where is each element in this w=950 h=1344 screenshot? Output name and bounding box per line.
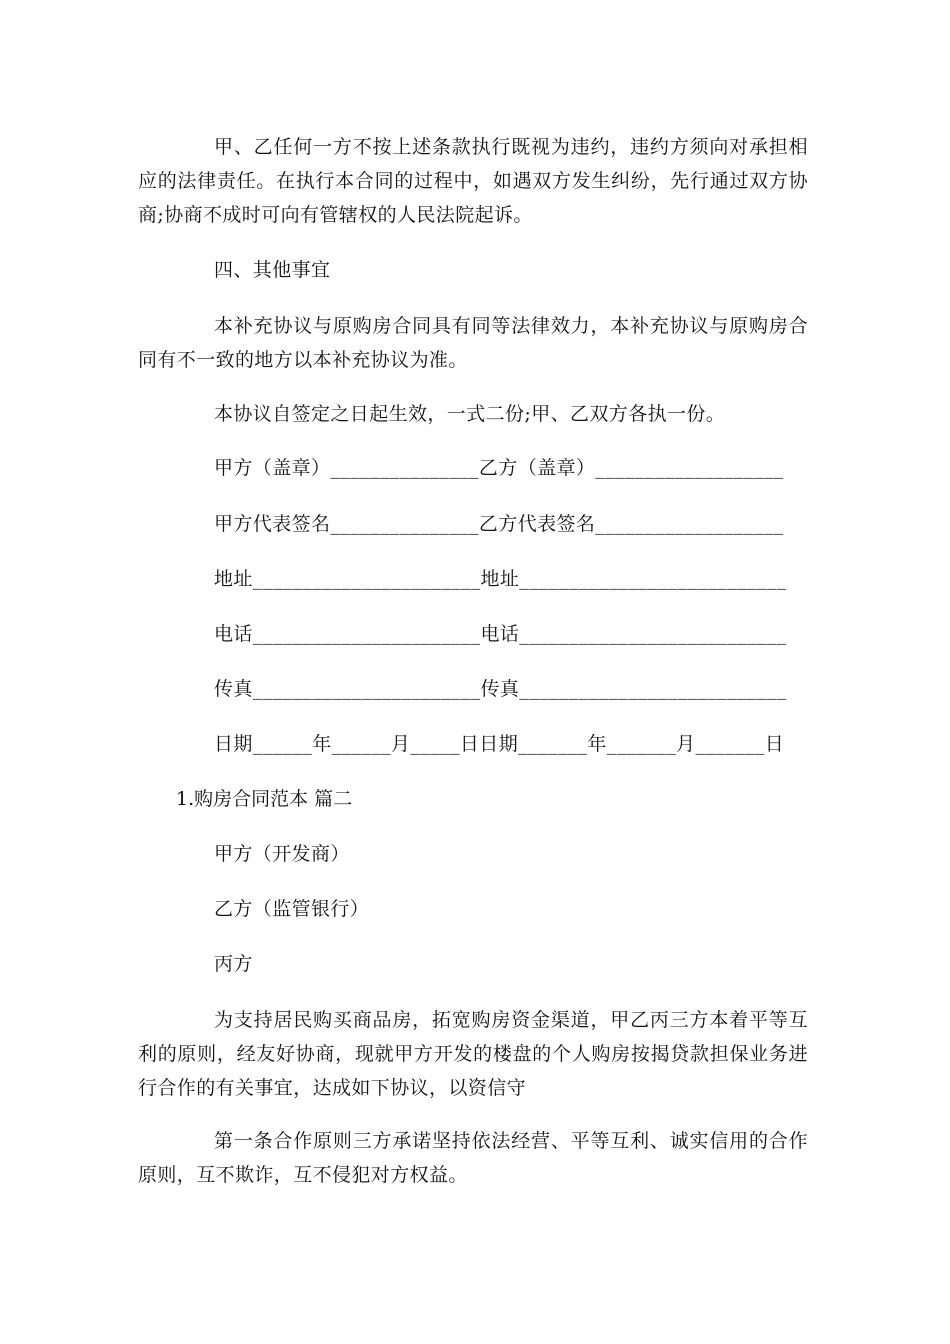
paragraph-breach-liability: 甲、乙任何一方不按上述条款执行既视为违约，违约方须向对承担相应的法律责任。在执行本合同的过程中，如遇双方发生纠纷，先行通过双方协商;协商不成时可向有管辖权的人民法院起诉。 [138,136,808,226]
signature-fax-line: 传真_______________________传真___________________________ [214,678,787,700]
signature-address-line: 地址_______________________地址___________________________ [214,568,787,590]
paragraph-purpose: 为支持居民购买商品房，拓宽购房资金渠道，甲乙丙三方本着平等互利的原则，经友好协商，现就甲方开发的楼盘的个人购房按揭贷款担保业务进行合作的有关事宜，达成如下协议，以资信守 [138,1009,808,1099]
signature-phone-line: 电话_______________________电话___________________________ [214,623,787,645]
section-title: 1.购房合同范本 篇二 [176,788,353,810]
paragraph-article-one: 第一条合作原则三方承诺坚持依法经营、平等互利、诚实信用的合作原则，互不欺诈，互不侵犯对方权益。 [138,1130,808,1186]
signature-representative-line: 甲方代表签名_______________乙方代表签名___________________ [214,513,784,535]
signature-seal-line: 甲方（盖章）_______________乙方（盖章）___________________ [214,457,784,479]
party-c: 丙方 [214,953,253,975]
paragraph-legal-validity: 本补充协议与原购房合同具有同等法律效力，本补充协议与原购房合同有不一致的地方以本补充协议为准。 [138,315,808,371]
party-b-supervising-bank: 乙方（监管银行） [214,898,370,920]
party-a-developer: 甲方（开发商） [214,843,350,865]
heading-other-matters: 四、其他事宜 [214,259,331,281]
paragraph-effective-date: 本协议自签定之日起生效，一式二份;甲、乙双方各执一份。 [214,403,726,425]
signature-date-line: 日期______年______月_____日日期_______年_______月_______日 [214,733,785,755]
